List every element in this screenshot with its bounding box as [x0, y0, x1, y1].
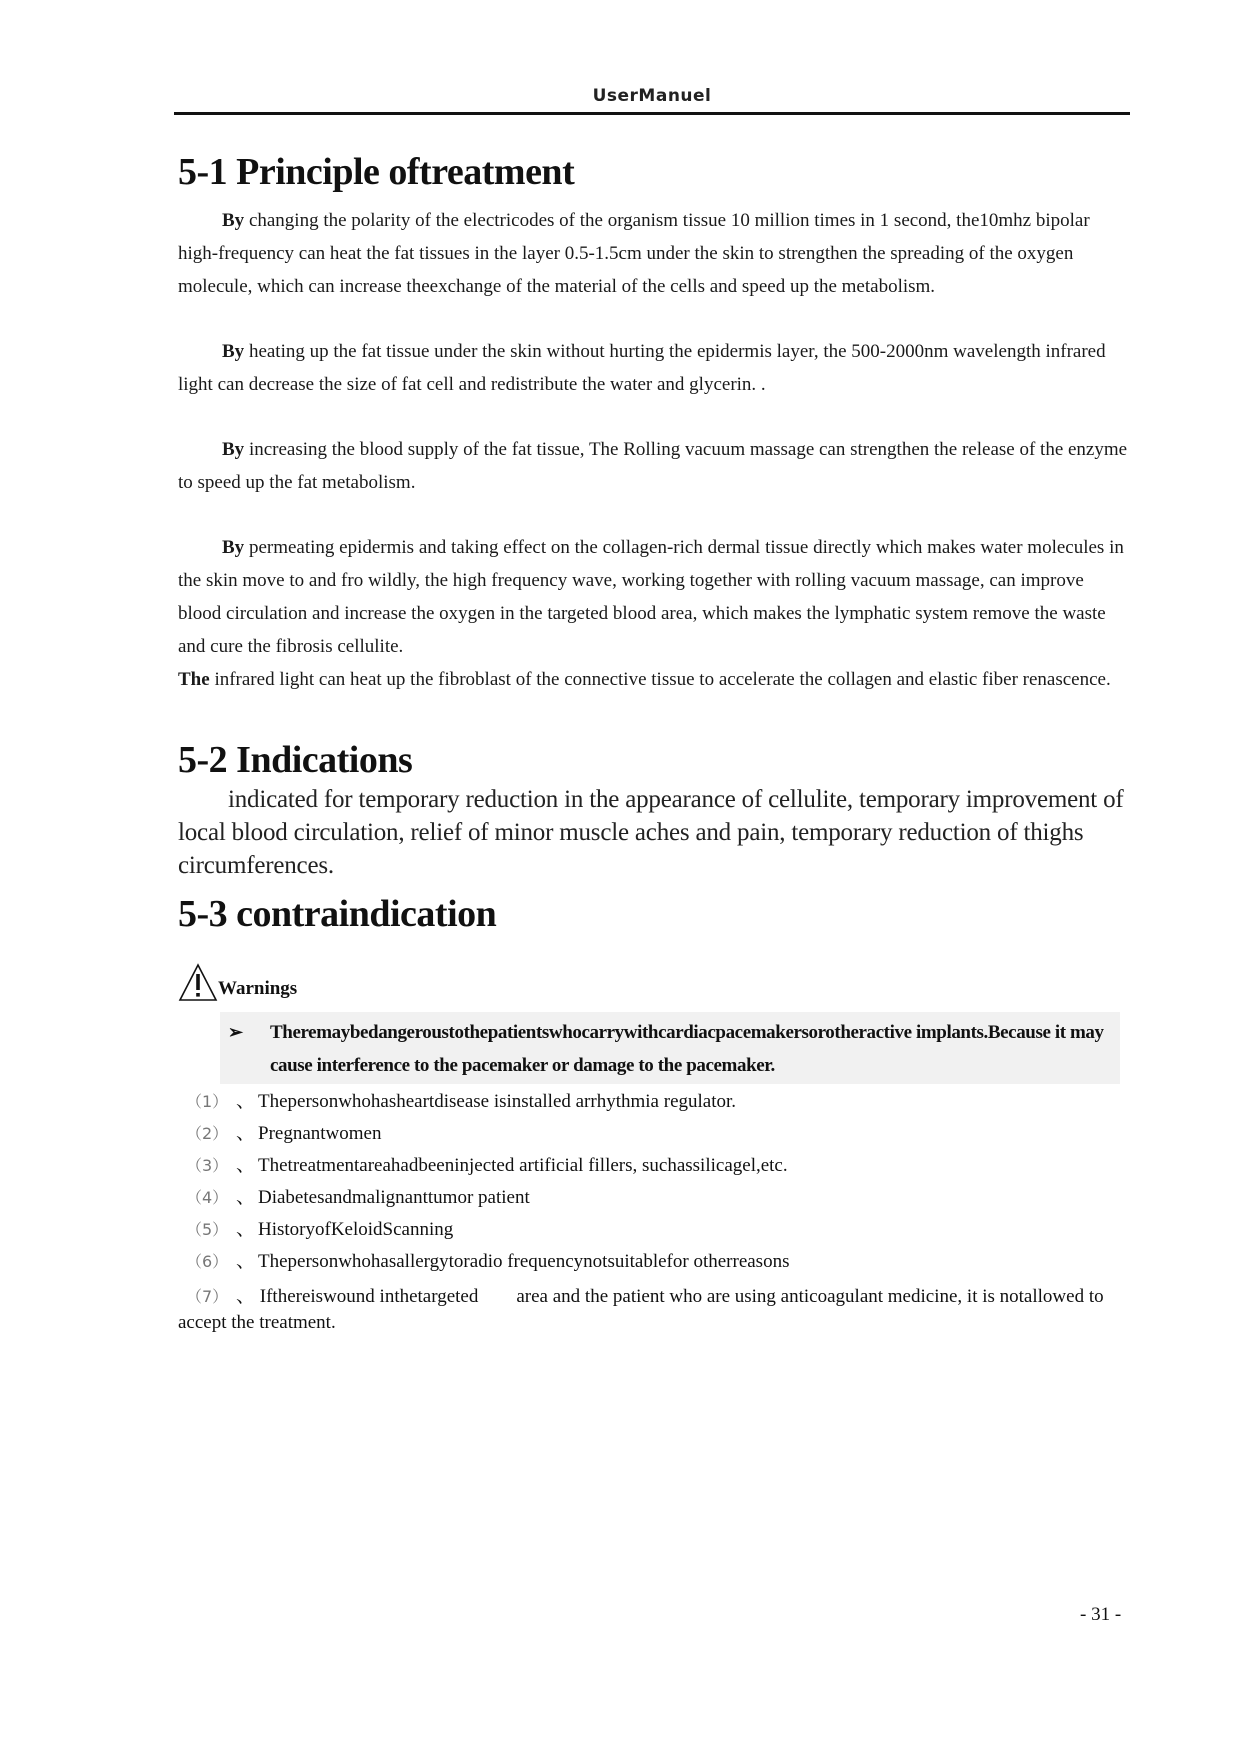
page-number: - 31 - [1080, 1604, 1122, 1625]
list-item: （6） 、 Thepersonwhohasallergytoradio frequencynotsuitablefor otherreasons [186, 1250, 790, 1272]
arrow-bullet-icon: ➢ [228, 1021, 244, 1042]
indications-text: indicated for temporary reduction in the appearance of cellulite, temporary improvement of local blood circulation, relief of minor muscle aches and pain, temporary reduction of thighs circumferences. [178, 786, 1124, 880]
pacemaker-warning-text: Theremaybedangeroustothepatientswhocarrywithcardiacpacemakersorotheractive implants.Because it may cause interference to the pacemaker or damage to the pacemaker. [270, 1021, 1104, 1076]
contraindication-list [178, 1086, 1130, 1336]
paragraph-vacuum-massage: By increasing the blood supply of the fat tissue, The Rolling vacuum massage can strengthen the release of the enzyme to speed up the fat metabolism. [178, 438, 1128, 493]
list-item-last: （7） 、 Ifthereiswound inthetargeted area and the patient who are using anticoagulant medicine, it is notallowed to accept the treatment. [178, 1285, 1109, 1333]
warnings-row [178, 958, 1130, 1002]
list-item: （4） 、 Diabetesandmalignanttumor patient [186, 1186, 530, 1208]
list-item: （1） 、 Thepersonwhohasheartdisease isinstalled arrhythmia regulator. [186, 1090, 737, 1112]
section-heading-contraindication: 5-3 contraindication [178, 893, 497, 936]
list-item: （2） 、 Pregnantwomen [186, 1122, 382, 1144]
paragraph-polarity: By changing the polarity of the electricodes of the organism tissue 10 million times in 1 second, the10mhz bipolar high-frequency can heat the fat tissues in the layer 0.5-1.5cm under the skin to strengthen the spreading of the oxygen molecule, which can increase theexchange of the material of the cells and speed up the metabolism. [178, 209, 1090, 297]
list-item: （5） 、 HistoryofKeloidScanning [186, 1218, 454, 1240]
page-content [178, 150, 1130, 1336]
pacemaker-warning-box [220, 1012, 1120, 1084]
section-heading-principle: 5-1 Principle oftreatment [178, 151, 575, 193]
list-item: （3） 、 Thetreatmentareahadbeeninjected artificial fillers, suchassilicagel,etc. [186, 1154, 788, 1176]
header-rule [174, 112, 1130, 115]
section-heading-indications: 5-2 Indications [178, 738, 413, 781]
warning-triangle-icon [178, 962, 218, 1002]
running-header: UserManuel [592, 86, 712, 106]
warnings-label: Warnings [218, 977, 298, 999]
paragraph-fibroblast: The infrared light can heat up the fibroblast of the connective tissue to accelerate the collagen and elastic fiber renascence. [178, 668, 1111, 690]
paragraph-high-frequency: By permeating epidermis and taking effect on the collagen-rich dermal tissue directly which makes water molecules in the skin move to and fro wildly, the high frequency wave, working together with rolling vacuum massage, can improve blood circulation and increase the oxygen in the targeted blood area, which makes the lymphatic system remove the waste and cure the fibrosis cellulite. [178, 536, 1124, 657]
paragraph-infrared-heating: By heating up the fat tissue under the skin without hurting the epidermis layer, the 500-2000nm wavelength infrared light can decrease the size of fat cell and redistribute the water and glycerin. . [178, 340, 1106, 395]
